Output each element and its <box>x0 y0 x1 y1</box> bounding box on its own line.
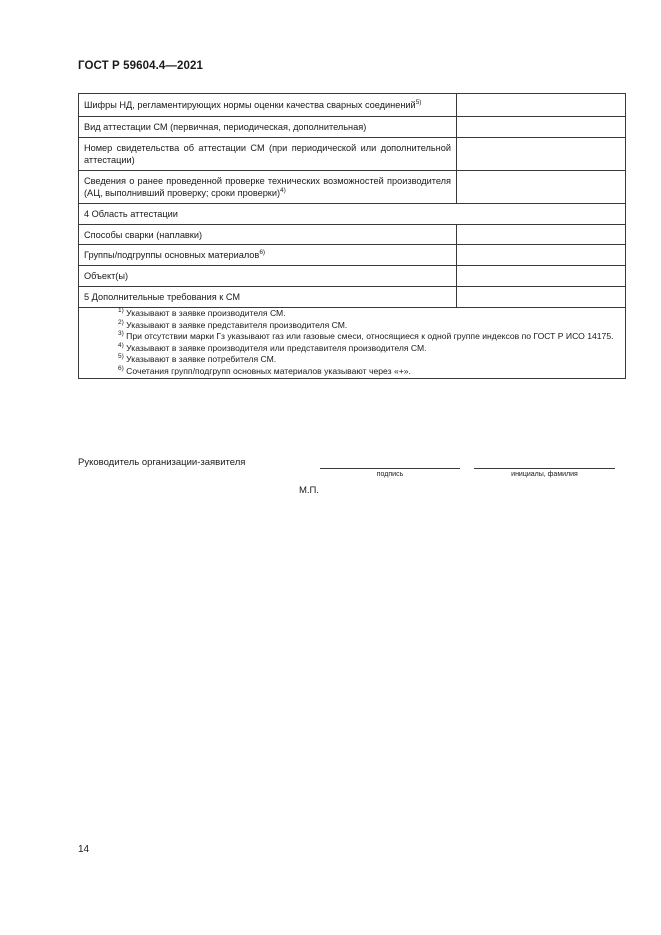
row-label: Номер свидетельства об аттестации СМ (при периодической или дополнительной аттестации) <box>79 138 457 171</box>
footnote: $^{5)}$ Указывают в заявке потребителя СМ. <box>118 353 277 365</box>
row-label: Вид аттестации СМ (первичная, периодическая, дополнительная) <box>79 117 457 138</box>
table-row <box>79 287 626 308</box>
value-cell[interactable] <box>457 117 626 138</box>
row-label: Группы/подгруппы основных материалов$^{6)}$ <box>79 245 457 266</box>
footnote: $^{4)}$ Указывают в заявке производителя или представителя производителя СМ. <box>118 341 427 353</box>
footnote: $^{3)}$ При отсутствии марки Гз указывают газ или газовые смеси, относящиеся к одной группе индексов по ГОСТ Р ИСО 14175. <box>118 330 614 342</box>
table-row <box>79 138 626 171</box>
footnote: $^{6)}$ Сочетания групп/подгрупп основных материалов указывают через «+». <box>118 365 411 376</box>
value-cell[interactable] <box>457 287 626 308</box>
table-row <box>79 204 626 225</box>
value-cell[interactable] <box>457 266 626 287</box>
value-cell[interactable] <box>457 94 626 117</box>
stamp-place: М.П. <box>299 485 320 496</box>
table-row <box>79 225 626 245</box>
table-row <box>79 245 626 266</box>
table-row <box>79 171 626 204</box>
signature-line[interactable] <box>320 468 460 469</box>
row-label: Способы сварки (наплавки) <box>79 225 457 245</box>
page-number: 14 <box>78 844 90 855</box>
row-label: Объект(ы) <box>79 266 457 287</box>
table-row <box>79 117 626 138</box>
footnotes-row <box>79 308 626 379</box>
value-cell[interactable] <box>457 171 626 204</box>
footnote-ref: 6) <box>259 248 266 256</box>
value-cell[interactable] <box>457 245 626 266</box>
footnote-ref: 4) <box>280 186 286 194</box>
document-code: ГОСТ Р 59604.4—2021 <box>78 60 203 72</box>
value-cell[interactable] <box>457 138 626 171</box>
table-row <box>79 94 626 117</box>
row-label: 5 Дополнительные требования к СМ <box>79 287 457 308</box>
value-cell[interactable] <box>457 225 626 245</box>
application-form-table <box>78 93 626 379</box>
name-caption: инициалы, фамилия <box>511 471 578 478</box>
table-row <box>79 266 626 287</box>
signatory-label: Руководитель организации-заявителя <box>78 457 246 468</box>
footnotes-cell <box>79 308 626 379</box>
footnote: $^{1)}$ Указывают в заявке производителя СМ. <box>118 307 286 318</box>
row-label: Шифры НД, регламентирующих нормы оценки качества сварных соединений$^{5)}$ <box>79 94 457 117</box>
footnote-ref: 5) <box>415 98 422 106</box>
signature-caption: подпись <box>376 471 404 478</box>
name-line[interactable] <box>474 468 615 469</box>
footnote: $^{2)}$ Указывают в заявке представителя производителя СМ. <box>118 318 348 330</box>
row-label: Сведения о ранее проведенной проверке технических возможностей производителя (АЦ, выполнивший проверку; сроки проверки)$^{4)}$ <box>79 171 457 204</box>
section-heading: 4 Область аттестации <box>79 204 626 225</box>
